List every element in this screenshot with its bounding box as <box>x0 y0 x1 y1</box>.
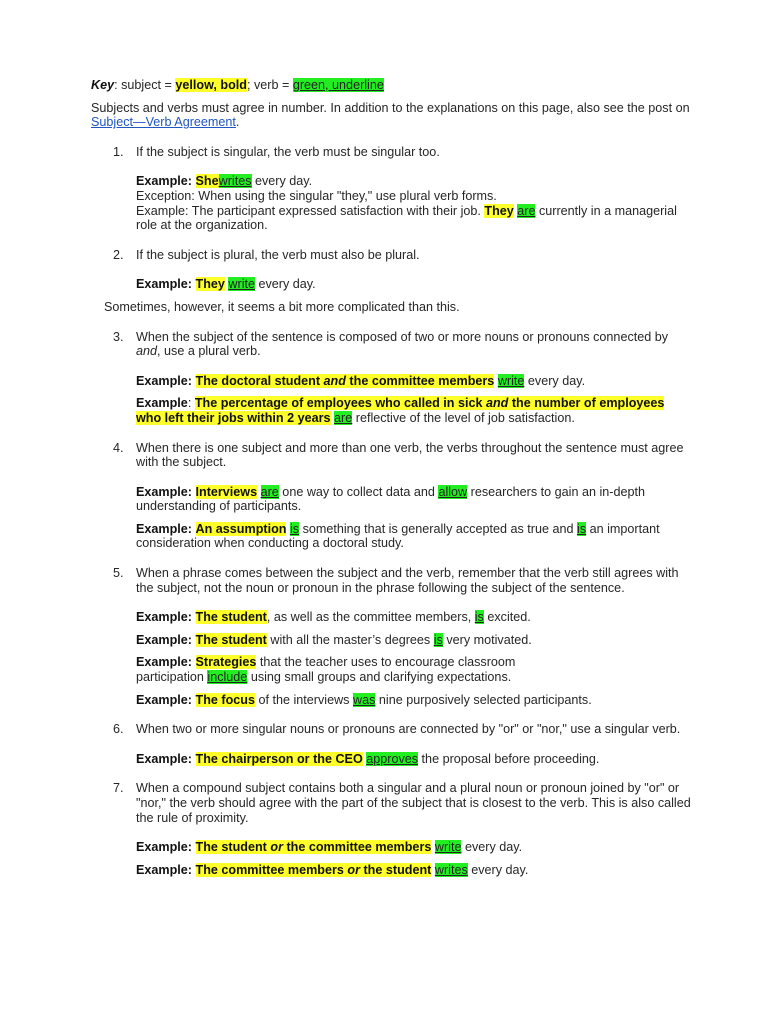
verb-style-sample: green, underline <box>292 78 384 92</box>
rule-5-example-2: Example: The student with all the master’s degrees is very motivated. <box>136 632 532 647</box>
rule-4: 4. When there is one subject and more than one verb, the verbs throughout the sentence must agree with the subject. <box>113 440 684 470</box>
rule-6-example: Example: The chairperson or the CEO approves the proposal before proceeding. <box>136 751 600 766</box>
key-label: Key <box>91 78 115 92</box>
rule-1-example: Example: Shewrites every day. <box>136 174 313 189</box>
rule-3: 3. When the subject of the sentence is composed of two or more nouns or pronouns connected by and, use a plural verb. <box>113 329 669 359</box>
sometimes-note: Sometimes, however, it seems a bit more complicated than this. <box>104 299 460 314</box>
intro-paragraph: Subjects and verbs must agree in number. In addition to the explanations on this page, also see the post on Subject—Verb Agreement. <box>91 100 690 130</box>
document-page <box>91 78 691 877</box>
rule-7: 7. When a compound subject contains both a singular and a plural noun or pronoun joined by "or" or "nor," the verb should agree with the part of the subject that is closest to the verb. This is also called the rule of proximity. <box>113 781 691 825</box>
rule-1-exception: Exception: When using the singular "they," use plural verb forms. <box>136 188 497 203</box>
rule-7-example-1: Example: The student or the committee members write every day. <box>136 840 523 855</box>
key-line: Key: subject = yellow, bold; verb = green, underline <box>91 78 384 92</box>
rule-1-example-2: Example: The participant expressed satisfaction with their job. They are currently in a managerial role at the organization. <box>136 203 677 233</box>
rule-2-example: Example: They write every day. <box>136 277 316 292</box>
rule-5-example-4: Example: The focus of the interviews was nine purposively selected participants. <box>136 692 592 707</box>
rule-5-example-3: Example: Strategies that the teacher uses to encourage classroom participation include using small groups and clarifying expectations. <box>136 655 516 685</box>
rule-5-example-1: Example: The student, as well as the committee members, is excited. <box>136 610 531 625</box>
rule-7-example-2: Example: The committee members or the student writes every day. <box>136 862 529 877</box>
rule-2: 2. If the subject is plural, the verb must also be plural. <box>113 247 420 262</box>
rule-3-example-1: Example: The doctoral student and the committee members write every day. <box>136 373 586 388</box>
subject-style-sample: yellow, bold <box>175 78 247 92</box>
rule-4-example-2: Example: An assumption is something that is generally accepted as true and is an important consideration when conducting a doctoral study. <box>136 521 660 551</box>
rule-3-example-2: Example: The percentage of employees who called in sick and the number of employees who left their jobs within 2 years are reflective of the level of job satisfaction. <box>136 396 665 425</box>
subject-verb-agreement-link[interactable]: Subject—Verb Agreement <box>91 115 236 130</box>
rule-1: 1. If the subject is singular, the verb must be singular too. <box>113 144 440 159</box>
rule-5: 5. When a phrase comes between the subject and the verb, remember that the verb still agrees with the subject, not the noun or pronoun in the phrase following the subject of the sentence. <box>113 566 679 595</box>
rule-4-example-1: Example: Interviews are one way to collect data and allow researchers to gain an in-depth understanding of participants. <box>136 484 645 514</box>
rule-6: 6. When two or more singular nouns or pronouns are connected by "or" or "nor," use a singular verb. <box>113 722 681 737</box>
